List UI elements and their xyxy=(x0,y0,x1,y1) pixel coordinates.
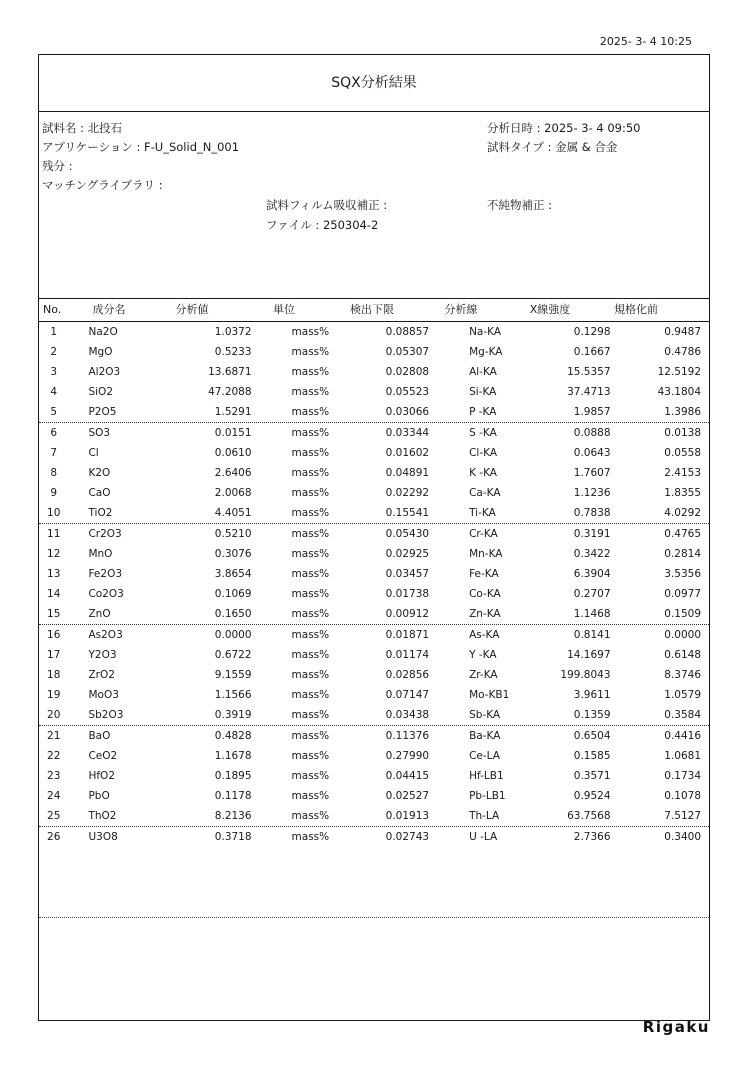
cell-intensity: 0.1585 xyxy=(573,750,611,762)
cell-line: As-KA xyxy=(469,629,500,641)
table-row xyxy=(39,322,709,342)
cell-normalized: 0.4765 xyxy=(664,528,702,540)
cell-no: 21 xyxy=(47,730,61,742)
cell-normalized: 4.0292 xyxy=(664,507,702,519)
cell-unit: mass% xyxy=(291,346,330,358)
results-table xyxy=(39,298,709,847)
table-row xyxy=(39,746,709,766)
cell-intensity: 0.7838 xyxy=(573,507,611,519)
header-no: No. xyxy=(43,303,62,316)
header-lld: 検出下限 xyxy=(350,303,394,316)
cell-intensity: 0.3191 xyxy=(573,528,611,540)
cell-value: 0.5233 xyxy=(214,346,252,358)
cell-value: 0.5210 xyxy=(214,528,252,540)
cell-component: SiO2 xyxy=(88,386,113,398)
table-row xyxy=(39,342,709,362)
cell-component: MgO xyxy=(88,346,113,358)
cell-no: 10 xyxy=(47,507,61,519)
cell-no: 13 xyxy=(47,568,61,580)
cell-lld: 0.00912 xyxy=(385,608,430,620)
cell-value: 0.3076 xyxy=(214,548,252,560)
cell-no: 12 xyxy=(47,548,61,560)
cell-normalized: 0.4786 xyxy=(664,346,702,358)
cell-unit: mass% xyxy=(291,689,330,701)
cell-value: 0.6722 xyxy=(214,649,252,661)
cell-component: SO3 xyxy=(88,427,111,439)
cell-normalized: 0.0000 xyxy=(664,629,702,641)
cell-unit: mass% xyxy=(291,790,330,802)
cell-lld: 0.15541 xyxy=(385,507,430,519)
table-row xyxy=(39,665,709,685)
cell-intensity: 6.3904 xyxy=(573,568,611,580)
table-header xyxy=(39,298,709,322)
cell-no: 1 xyxy=(50,326,58,338)
cell-line: K -KA xyxy=(469,467,497,479)
cell-component: ZnO xyxy=(88,608,111,620)
table-row xyxy=(39,382,709,402)
cell-intensity: 14.1697 xyxy=(567,649,611,661)
cell-line: Na-KA xyxy=(469,326,502,338)
cell-no: 8 xyxy=(50,467,58,479)
cell-intensity: 0.0888 xyxy=(573,427,611,439)
cell-value: 47.2088 xyxy=(208,386,252,398)
cell-normalized: 43.1804 xyxy=(657,386,702,398)
table-row xyxy=(39,564,709,584)
report-frame xyxy=(38,54,710,1021)
cell-normalized: 3.5356 xyxy=(664,568,702,580)
cell-intensity: 2.7366 xyxy=(573,831,611,843)
cell-component: Fe2O3 xyxy=(88,568,123,580)
application-name: アプリケーション : F-U_Solid_N_001 xyxy=(42,140,240,154)
cell-component: MnO xyxy=(88,548,113,560)
cell-value: 0.0151 xyxy=(214,427,252,439)
cell-normalized: 0.3584 xyxy=(664,709,702,721)
table-row xyxy=(39,786,709,806)
cell-unit: mass% xyxy=(291,669,330,681)
header-line: 分析線 xyxy=(444,303,478,316)
cell-unit: mass% xyxy=(291,608,330,620)
cell-no: 5 xyxy=(50,406,58,418)
table-row xyxy=(39,483,709,503)
cell-normalized: 0.1509 xyxy=(664,608,702,620)
cell-no: 11 xyxy=(47,528,61,540)
cell-no: 23 xyxy=(47,770,61,782)
cell-intensity: 63.7568 xyxy=(567,810,611,822)
cell-normalized: 1.0681 xyxy=(664,750,702,762)
cell-unit: mass% xyxy=(291,487,330,499)
cell-unit: mass% xyxy=(291,750,330,762)
cell-component: MoO3 xyxy=(88,689,119,701)
cell-line: Y -KA xyxy=(469,649,497,661)
cell-no: 17 xyxy=(47,649,61,661)
cell-line: Cr-KA xyxy=(469,528,498,540)
cell-no: 6 xyxy=(50,427,58,439)
cell-normalized: 0.6148 xyxy=(664,649,702,661)
cell-component: Al2O3 xyxy=(88,366,121,378)
cell-line: Ce-LA xyxy=(469,750,500,762)
cell-component: PbO xyxy=(88,790,110,802)
cell-component: Cl xyxy=(88,447,99,459)
cell-normalized: 0.1734 xyxy=(664,770,702,782)
cell-normalized: 0.9487 xyxy=(664,326,702,338)
cell-normalized: 1.0579 xyxy=(664,689,702,701)
cell-value: 8.2136 xyxy=(214,810,252,822)
cell-lld: 0.01738 xyxy=(385,588,430,600)
cell-lld: 0.04415 xyxy=(385,770,430,782)
cell-lld: 0.07147 xyxy=(385,689,430,701)
cell-no: 22 xyxy=(47,750,61,762)
cell-no: 26 xyxy=(47,831,61,843)
table-row xyxy=(39,524,709,544)
cell-value: 13.6871 xyxy=(208,366,252,378)
table-row xyxy=(39,544,709,564)
cell-component: Y2O3 xyxy=(88,649,117,661)
cell-no: 15 xyxy=(47,608,61,620)
cell-lld: 0.04891 xyxy=(385,467,430,479)
cell-lld: 0.02808 xyxy=(385,366,430,378)
cell-intensity: 3.9611 xyxy=(573,689,611,701)
cell-value: 0.3919 xyxy=(214,709,252,721)
cell-component: Sb2O3 xyxy=(88,709,124,721)
cell-lld: 0.01602 xyxy=(385,447,430,459)
cell-value: 1.0372 xyxy=(214,326,252,338)
table-row xyxy=(39,362,709,382)
cell-component: CaO xyxy=(88,487,111,499)
cell-line: Th-LA xyxy=(469,810,500,822)
cell-unit: mass% xyxy=(291,568,330,580)
cell-line: Pb-LB1 xyxy=(469,790,506,802)
cell-component: BaO xyxy=(88,730,111,742)
cell-intensity: 0.3571 xyxy=(573,770,611,782)
cell-line: Si-KA xyxy=(469,386,497,398)
cell-lld: 0.03066 xyxy=(385,406,430,418)
table-row xyxy=(39,604,709,625)
cell-line: Sb-KA xyxy=(469,709,501,721)
print-timestamp: 2025- 3- 4 10:25 xyxy=(599,35,692,48)
cell-intensity: 1.1468 xyxy=(573,608,611,620)
cell-value: 0.1178 xyxy=(214,790,252,802)
cell-component: HfO2 xyxy=(88,770,116,782)
cell-no: 14 xyxy=(47,588,61,600)
cell-lld: 0.05430 xyxy=(385,528,430,540)
cell-lld: 0.27990 xyxy=(385,750,430,762)
cell-normalized: 1.8355 xyxy=(664,487,702,499)
cell-normalized: 12.5192 xyxy=(657,366,702,378)
cell-value: 4.4051 xyxy=(214,507,252,519)
cell-value: 2.0068 xyxy=(214,487,252,499)
cell-lld: 0.03438 xyxy=(385,709,430,721)
cell-unit: mass% xyxy=(291,730,330,742)
cell-normalized: 0.3400 xyxy=(664,831,702,843)
cell-line: Mg-KA xyxy=(469,346,503,358)
cell-intensity: 1.9857 xyxy=(573,406,611,418)
cell-normalized: 8.3746 xyxy=(664,669,702,681)
cell-value: 0.4828 xyxy=(214,730,252,742)
cell-component: ZrO2 xyxy=(88,669,115,681)
cell-lld: 0.02925 xyxy=(385,548,430,560)
table-row xyxy=(39,685,709,705)
cell-normalized: 2.4153 xyxy=(664,467,702,479)
cell-normalized: 0.0977 xyxy=(664,588,702,600)
header-unit: 単位 xyxy=(273,303,295,316)
cell-intensity: 1.7607 xyxy=(573,467,611,479)
cell-line: S -KA xyxy=(469,427,497,439)
cell-intensity: 0.0643 xyxy=(573,447,611,459)
cell-value: 9.1559 xyxy=(214,669,252,681)
cell-unit: mass% xyxy=(291,629,330,641)
cell-value: 1.1678 xyxy=(214,750,252,762)
cell-line: Ti-KA xyxy=(469,507,496,519)
cell-line: Cl-KA xyxy=(469,447,497,459)
cell-value: 2.6406 xyxy=(214,467,252,479)
cell-line: Fe-KA xyxy=(469,568,499,580)
cell-line: P -KA xyxy=(469,406,497,418)
film-correction: 試料フィルム吸収補正 : xyxy=(266,198,388,212)
cell-intensity: 199.8043 xyxy=(560,669,611,681)
cell-line: Ca-KA xyxy=(469,487,501,499)
cell-unit: mass% xyxy=(291,366,330,378)
cell-value: 1.1566 xyxy=(214,689,252,701)
report-title: SQX分析結果 xyxy=(39,55,709,112)
cell-unit: mass% xyxy=(291,831,330,843)
cell-value: 3.8654 xyxy=(214,568,252,580)
cell-line: Al-KA xyxy=(469,366,497,378)
table-row xyxy=(39,806,709,827)
table-row xyxy=(39,402,709,423)
table-row xyxy=(39,463,709,483)
cell-normalized: 0.0138 xyxy=(664,427,702,439)
cell-no: 24 xyxy=(47,790,61,802)
cell-intensity: 0.9524 xyxy=(573,790,611,802)
cell-lld: 0.02292 xyxy=(385,487,430,499)
cell-line: Zr-KA xyxy=(469,669,498,681)
cell-value: 0.0000 xyxy=(214,629,252,641)
cell-intensity: 0.8141 xyxy=(573,629,611,641)
cell-intensity: 0.1298 xyxy=(573,326,611,338)
cell-no: 9 xyxy=(50,487,58,499)
cell-lld: 0.05523 xyxy=(385,386,430,398)
cell-lld: 0.03457 xyxy=(385,568,430,580)
cell-component: U3O8 xyxy=(88,831,118,843)
cell-normalized: 1.3986 xyxy=(664,406,702,418)
sample-info-section xyxy=(39,112,709,297)
header-component: 成分名 xyxy=(92,303,126,316)
cell-lld: 0.08857 xyxy=(385,326,430,338)
cell-component: Cr2O3 xyxy=(88,528,122,540)
cell-value: 0.1895 xyxy=(214,770,252,782)
cell-line: Co-KA xyxy=(469,588,501,600)
cell-no: 20 xyxy=(47,709,61,721)
cell-component: K2O xyxy=(88,467,111,479)
cell-unit: mass% xyxy=(291,770,330,782)
cell-no: 19 xyxy=(47,689,61,701)
bottom-divider xyxy=(39,917,709,918)
cell-unit: mass% xyxy=(291,548,330,560)
cell-no: 3 xyxy=(50,366,58,378)
cell-unit: mass% xyxy=(291,386,330,398)
table-row xyxy=(39,443,709,463)
cell-component: TiO2 xyxy=(88,507,113,519)
cell-value: 0.3718 xyxy=(214,831,252,843)
table-row xyxy=(39,625,709,645)
cell-line: Mn-KA xyxy=(469,548,503,560)
file-name: ファイル : 250304-2 xyxy=(266,218,379,232)
cell-normalized: 0.0558 xyxy=(664,447,702,459)
cell-intensity: 1.1236 xyxy=(573,487,611,499)
cell-intensity: 0.1667 xyxy=(573,346,611,358)
cell-no: 16 xyxy=(47,629,61,641)
cell-unit: mass% xyxy=(291,709,330,721)
matching-library: マッチングライブラリ : xyxy=(42,178,163,192)
table-row xyxy=(39,726,709,746)
cell-intensity: 0.1359 xyxy=(573,709,611,721)
cell-normalized: 0.1078 xyxy=(664,790,702,802)
cell-intensity: 0.6504 xyxy=(573,730,611,742)
cell-lld: 0.02743 xyxy=(385,831,430,843)
header-value: 分析値 xyxy=(175,303,209,316)
cell-component: ThO2 xyxy=(88,810,117,822)
cell-component: P2O5 xyxy=(88,406,117,418)
cell-normalized: 0.2814 xyxy=(664,548,702,560)
cell-lld: 0.11376 xyxy=(385,730,430,742)
cell-value: 0.0610 xyxy=(214,447,252,459)
cell-normalized: 0.4416 xyxy=(664,730,702,742)
cell-lld: 0.02527 xyxy=(385,790,430,802)
brand-logo: Rigaku xyxy=(642,1018,710,1036)
table-row xyxy=(39,705,709,726)
cell-unit: mass% xyxy=(291,507,330,519)
cell-component: Na2O xyxy=(88,326,118,338)
table-row xyxy=(39,766,709,786)
table-row xyxy=(39,584,709,604)
table-row xyxy=(39,503,709,524)
cell-value: 0.1650 xyxy=(214,608,252,620)
cell-lld: 0.05307 xyxy=(385,346,430,358)
cell-line: U -LA xyxy=(469,831,498,843)
cell-normalized: 7.5127 xyxy=(664,810,702,822)
header-intensity: X線強度 xyxy=(529,303,571,316)
table-row xyxy=(39,827,709,847)
cell-unit: mass% xyxy=(291,326,330,338)
cell-unit: mass% xyxy=(291,427,330,439)
cell-unit: mass% xyxy=(291,810,330,822)
cell-line: Hf-LB1 xyxy=(469,770,504,782)
cell-no: 18 xyxy=(47,669,61,681)
cell-unit: mass% xyxy=(291,649,330,661)
cell-no: 4 xyxy=(50,386,58,398)
cell-component: Co2O3 xyxy=(88,588,124,600)
cell-unit: mass% xyxy=(291,588,330,600)
cell-lld: 0.01913 xyxy=(385,810,430,822)
impurity-correction: 不純物補正 : xyxy=(487,198,553,212)
cell-value: 0.1069 xyxy=(214,588,252,600)
cell-lld: 0.01871 xyxy=(385,629,430,641)
cell-lld: 0.03344 xyxy=(385,427,430,439)
cell-component: CeO2 xyxy=(88,750,118,762)
cell-no: 2 xyxy=(50,346,58,358)
cell-intensity: 37.4713 xyxy=(567,386,611,398)
cell-unit: mass% xyxy=(291,447,330,459)
cell-intensity: 0.2707 xyxy=(573,588,611,600)
cell-unit: mass% xyxy=(291,406,330,418)
cell-lld: 0.01174 xyxy=(385,649,430,661)
cell-line: Zn-KA xyxy=(469,608,501,620)
table-row xyxy=(39,423,709,443)
cell-no: 7 xyxy=(50,447,58,459)
cell-line: Ba-KA xyxy=(469,730,501,742)
balance-label: 残分 : xyxy=(42,159,73,173)
analysis-datetime: 分析日時 : 2025- 3- 4 09:50 xyxy=(487,121,641,135)
table-row xyxy=(39,645,709,665)
cell-value: 1.5291 xyxy=(214,406,252,418)
sample-type: 試料タイプ : 金属 & 合金 xyxy=(487,140,618,154)
cell-intensity: 0.3422 xyxy=(573,548,611,560)
cell-lld: 0.02856 xyxy=(385,669,430,681)
cell-component: As2O3 xyxy=(88,629,123,641)
cell-no: 25 xyxy=(47,810,61,822)
cell-line: Mo-KB1 xyxy=(469,689,510,701)
header-normalized: 規格化前 xyxy=(614,303,658,316)
cell-unit: mass% xyxy=(291,528,330,540)
table-body xyxy=(39,322,709,847)
sample-name: 試料名 : 北投石 xyxy=(42,121,123,135)
cell-unit: mass% xyxy=(291,467,330,479)
cell-intensity: 15.5357 xyxy=(567,366,611,378)
